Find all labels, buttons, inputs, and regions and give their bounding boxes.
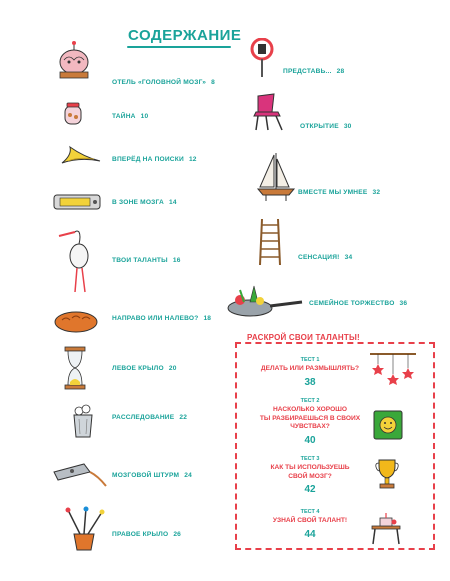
hair-clipper-icon xyxy=(52,458,112,488)
test-page-number: 44 xyxy=(304,528,316,540)
toc-entry-10[interactable]: ПРАВОЕ КРЫЛО 26 xyxy=(112,531,182,538)
toc-entry-6[interactable]: НАПРАВО ИЛИ НАЛЕВО? 18 xyxy=(112,315,212,322)
page-number: 8 xyxy=(211,79,215,86)
road-sign-icon xyxy=(250,38,274,78)
test-2[interactable]: ТЕСТ 2 НАСКОЛЬКО ХОРОШО ТЫ РАЗБИРАЕШЬСЯ В СВОИХ ЧУВСТВАХ? 40 xyxy=(240,398,380,446)
page-title: СОДЕРЖАНИЕ xyxy=(128,27,242,44)
banana-peel-icon xyxy=(58,145,104,167)
page-number: 16 xyxy=(172,257,181,264)
smiley-card-icon xyxy=(373,410,403,440)
test-3[interactable]: ТЕСТ 3 КАК ТЫ ИСПОЛЬЗУЕШЬ СВОЙ МОЗГ? 42 xyxy=(240,456,380,495)
talents-title: РАСКРОЙ СВОИ ТАЛАНТЫ! xyxy=(243,333,364,342)
title-underline xyxy=(127,46,231,48)
toc-entry-13[interactable]: ВМЕСТЕ МЫ УМНЕЕ 32 xyxy=(298,189,381,196)
toc-entry-14[interactable]: СЕНСАЦИЯ! 34 xyxy=(298,254,353,261)
page-number: 10 xyxy=(140,113,149,120)
toc-entry-11[interactable]: ПРЕДСТАВЬ... 28 xyxy=(283,68,345,75)
bread-icon xyxy=(52,306,100,334)
sailboat-icon xyxy=(256,151,296,203)
page-number: 24 xyxy=(184,472,192,479)
trash-bin-icon xyxy=(70,403,96,439)
page-number: 26 xyxy=(173,531,182,538)
page-number: 32 xyxy=(372,189,381,196)
brain-hotel-icon xyxy=(50,40,98,84)
test-1[interactable]: ТЕСТ 1 ДЕЛАТЬ ИЛИ РАЗМЫШЛЯТЬ? 38 xyxy=(240,357,380,388)
page-number: 12 xyxy=(188,156,197,163)
toc-entry-15[interactable]: СЕМЕЙНОЕ ТОРЖЕСТВО 36 xyxy=(309,300,408,307)
trophy-icon xyxy=(374,458,400,490)
page-number: 14 xyxy=(169,199,177,206)
test-page-number: 42 xyxy=(304,484,316,495)
page-number: 22 xyxy=(179,414,188,421)
toc-entry-7[interactable]: ЛЕВОЕ КРЫЛО 20 xyxy=(112,365,177,372)
cake-table-icon xyxy=(366,512,406,546)
toc-entry-1[interactable]: ОТЕЛЬ «ГОЛОВНОЙ МОЗГ» 8 xyxy=(112,79,215,86)
page-number: 30 xyxy=(343,123,352,130)
toc-entry-12[interactable]: ОТКРЫТИЕ 30 xyxy=(300,123,352,130)
test-page-number: 40 xyxy=(304,434,316,446)
stork-icon xyxy=(55,228,105,294)
toc-entry-8[interactable]: РАССЛЕДОВАНИЕ 22 xyxy=(112,414,188,421)
toc-entry-2[interactable]: ТАЙНА 10 xyxy=(112,113,149,120)
hanging-stars-icon xyxy=(368,350,418,390)
test-4[interactable]: ТЕСТ 4 УЗНАЙ СВОЙ ТАЛАНТ! 44 xyxy=(240,509,380,540)
hourglass-icon xyxy=(64,346,86,390)
phone-icon xyxy=(52,192,102,212)
toc-entry-3[interactable]: ВПЕРЁД НА ПОИСКИ 12 xyxy=(112,156,197,163)
pan-vegetables-icon xyxy=(224,282,304,322)
toc-entry-4[interactable]: В ЗОНЕ МОЗГА 14 xyxy=(112,199,177,206)
page-number: 28 xyxy=(336,68,345,75)
toc-entry-5[interactable]: ТВОИ ТАЛАНТЫ 16 xyxy=(112,257,181,264)
page-number: 34 xyxy=(344,254,353,261)
test-page-number: 38 xyxy=(304,376,316,388)
page-number: 20 xyxy=(168,365,177,372)
page-number: 18 xyxy=(203,315,212,322)
ladder-icon xyxy=(258,217,282,267)
cookie-jar-icon xyxy=(63,102,83,126)
toc-entry-9[interactable]: МОЗГОВОЙ ШТУРМ 24 xyxy=(112,472,192,479)
page-number: 36 xyxy=(399,300,408,307)
chair-icon xyxy=(252,92,286,132)
paint-brushes-icon xyxy=(60,506,108,552)
